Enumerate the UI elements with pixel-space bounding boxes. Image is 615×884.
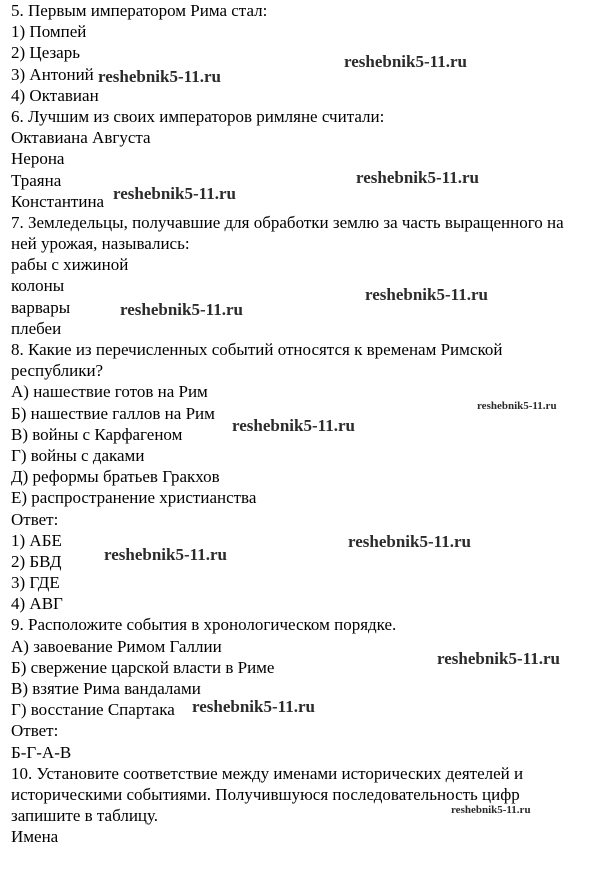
watermark: reshebnik5-11.ru [451,804,531,816]
answer-option: варвары [11,297,71,317]
answer-label: Ответ: [11,509,59,529]
answer-option: колоны [11,276,65,296]
event-item: Г) войны с даками [11,445,145,465]
answer-option: Константина [11,191,105,211]
question-7-title: 7. Земледельцы, получавшие для обработки землю за часть выращенного на [11,212,564,232]
event-item: А) нашествие готов на Рим [11,382,208,402]
answer-option: Траяна [11,170,62,190]
watermark: reshebnik5-11.ru [192,697,315,716]
watermark: reshebnik5-11.ru [437,649,560,668]
question-10-title-cont: запишите в таблицу. [11,806,159,826]
answer-option: плебеи [11,318,62,338]
watermark: reshebnik5-11.ru [113,184,236,203]
event-item: В) взятие Рима вандалами [11,679,201,698]
event-item: Б) свержение царской власти в Риме [11,657,275,677]
event-item: В) войны с Карфагеном [11,424,183,444]
answer-option: 2) БВД [11,551,62,571]
event-item: А) завоевание Римом Галлии [11,636,222,656]
watermark: reshebnik5-11.ru [232,416,355,435]
question-10-title: 10. Установите соответствие между именами исторических деятелей и [11,763,524,783]
event-item: Д) реформы братьев Гракхов [11,467,220,487]
question-9-title: 9. Расположите события в хронологическом порядке. [11,615,397,635]
question-7-title-cont: ней урожая, назывались: [11,234,190,254]
watermark: reshebnik5-11.ru [98,67,221,86]
answer-option: 3) ГДЕ [11,573,60,593]
question-8-title: 8. Какие из перечисленных событий относятся к временам Римской [11,340,503,359]
question-5-title: 5. Первым императором Рима стал: [11,1,268,20]
answer-option: 4) Октавиан [11,85,99,105]
answer-option: 4) АВГ [11,594,63,614]
answer-value: Б-Г-А-В [11,742,72,762]
question-10-title-cont: историческими событиями. Получившуюся последовательность цифр [11,784,520,804]
answer-option: 2) Цезарь [11,43,80,63]
answer-option: Октавиана Августа [11,128,151,148]
answer-option: 3) Антоний [11,64,94,84]
watermark: reshebnik5-11.ru [365,285,488,304]
question-8-title-cont: республики? [11,361,104,381]
event-item: Б) нашествие галлов на Рим [11,403,215,423]
watermark: reshebnik5-11.ru [120,300,243,319]
event-item: Е) распространение христианства [11,488,257,508]
watermark: reshebnik5-11.ru [104,545,227,564]
answer-label: Ответ: [11,721,59,741]
section-label: Имена [11,827,59,847]
event-item: Г) восстание Спартака [11,700,175,720]
answer-option: 1) АБЕ [11,530,62,550]
question-6-title: 6. Лучшим из своих императоров римляне считали: [11,106,385,126]
answer-option: Нерона [11,149,65,169]
answer-option: 1) Помпей [11,22,87,42]
watermark: reshebnik5-11.ru [348,532,471,551]
watermark: reshebnik5-11.ru [477,400,557,412]
watermark: reshebnik5-11.ru [356,168,479,187]
answer-option: рабы с хижиной [11,255,129,275]
watermark: reshebnik5-11.ru [344,52,467,71]
